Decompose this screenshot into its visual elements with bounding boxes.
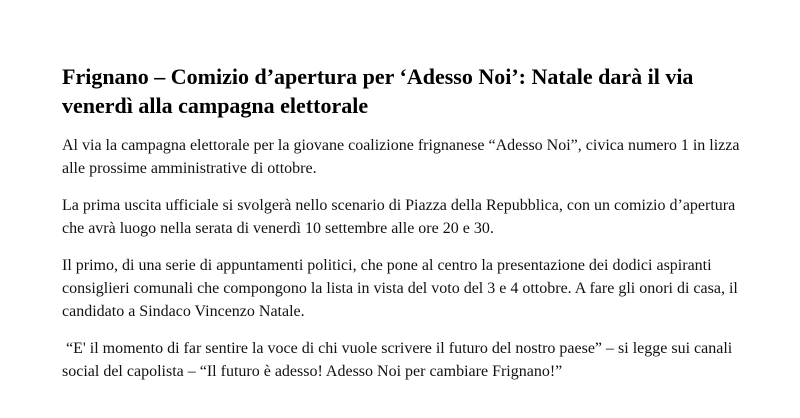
article-headline: Frignano – Comizio d’apertura per ‘Adesso Noi’: Natale darà il via venerdì alla campagna elettorale (62, 64, 694, 118)
article-paragraph-intro: Al via la campagna elettorale per la giovane coalizione frignanese “Adesso Noi”, civica numero 1 in lizza alle prossime amministrative di ottobre. (62, 137, 740, 177)
article-paragraph-details: Il primo, di una serie di appuntamenti politici, che pone al centro la presentazione dei dodici aspiranti consiglieri comunali che compongono la lista in vista del voto del 3 e 4 ottobre. A fare gli onori di casa, il candidato a Sindaco Vincenzo Natale. (62, 257, 738, 320)
article-paragraph-event: La prima uscita ufficiale si svolgerà nello scenario di Piazza della Repubblica, con un comizio d’apertura che avrà luogo nella serata di venerdì 10 settembre alle ore 20 e 30. (62, 197, 736, 237)
article-paragraph-quote: “E' il momento di far sentire la voce di chi vuole scrivere il futuro del nostro paese” – si legge sui canali social del capolista – “Il futuro è adesso! Adesso Noi per cambiare Frignano!” (62, 340, 737, 380)
